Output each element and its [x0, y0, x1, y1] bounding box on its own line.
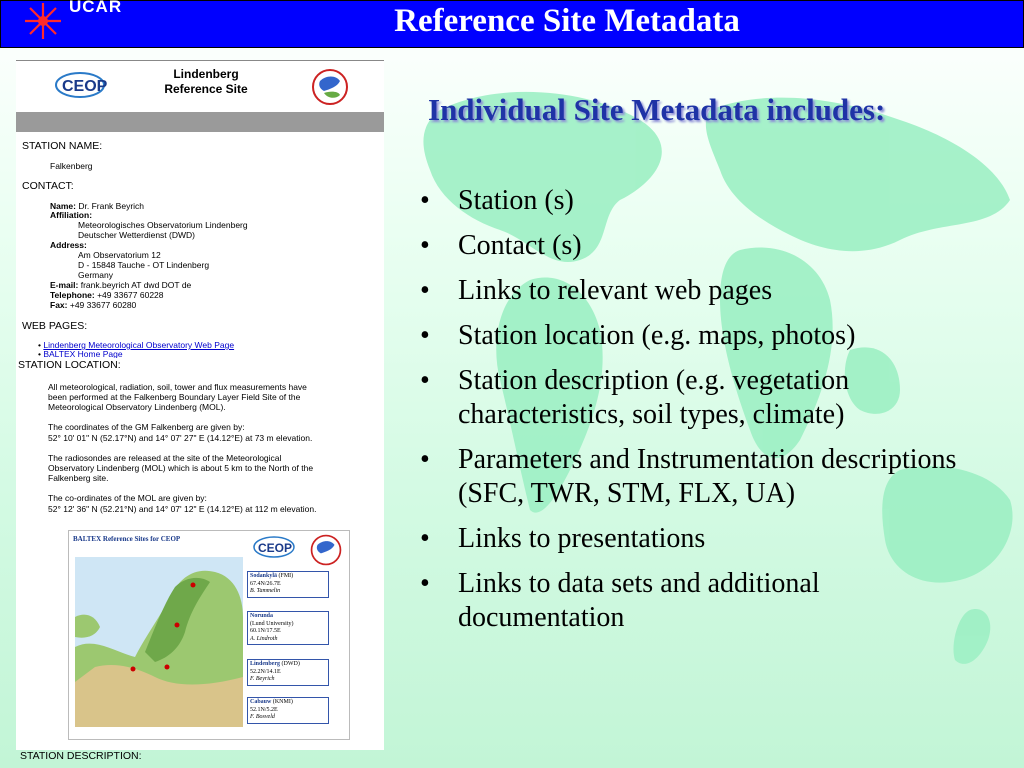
site-card-sodankyla: Sodankylä (FMI) 67.4N/26.7E B. Tammelin: [247, 571, 329, 598]
svg-text:CEOP: CEOP: [62, 78, 108, 95]
ceop-logo-icon: [251, 533, 297, 561]
baltex-globe-icon: [309, 533, 343, 567]
list-item: • Links to relevant web pages: [420, 275, 773, 306]
bullet-icon: •: [420, 365, 430, 396]
list-item: • Station location (e.g. maps, photos): [420, 320, 856, 351]
baltex-globe-icon: [310, 67, 350, 107]
europe-map-image: [75, 557, 243, 727]
site-metadata-screenshot: CEOP Lindenberg Reference Site STATION NAME: Falkenberg CONTACT: Name: Dr. Frank Beyrich Affiliation: Meteorologisches Observatorium Lindenberg Deutscher Wetterdienst (DWD) Address: Am Observatorium 12 D - 15848 Tauche - OT Lindenberg Germany E-mail: frank.beyrich AT dwd DOT de Telephone: +49 33677 60228 Fax: +49 33677 60280 WEB PAGES: • Lindenberg Meteorological Observatory Web Page • BALTEX Home Page STATION LOCATION: All meteorological, radiation, soil, tower and flux measurements have been performed at the Falkenberg Boundary Layer Field Site of the Meteorological Observatory Lindenberg (MOL). The coordinates of the GM Falkenberg are given by: 52° 10' 01" N (52.17°N) and 14° 07' 27" E (14.12°E) at 73 m elevation. The radiosondes are released at the site of the Meteorological Observatory Lindenberg (MOL) which is about 5 km to the North of the Falkenberg site. The co-ordinates of the MOL are given by: 52° 12' 36" N (52.21°N) and 14° 07' 12" E (14.12°E) at 112 m elevation. BALTEX Reference Sites for CEOP CEOP Sodankylä (FMI) 67.4N/26.7E B. Tammelin Norunda (Lund University) 60.1N/17.5E A. Lindroth Lindenberg (DWD) 52.2N/14.1E F. Beyrich Cabauw (KNMI) 52.1N/5.2E F. Bosveld: [16, 60, 384, 750]
contact-heading: CONTACT:: [22, 180, 74, 192]
baltex-sites-map: [68, 530, 350, 740]
list-item: • Links to data sets and additional documentation: [420, 568, 820, 633]
station-description-heading: STATION DESCRIPTION:: [20, 750, 142, 762]
bullet-icon: •: [420, 444, 430, 475]
bullet-icon: •: [420, 185, 430, 216]
bullet-icon: •: [420, 275, 430, 306]
map-title: BALTEX Reference Sites for CEOP: [73, 535, 181, 543]
bullet-icon: •: [420, 320, 430, 351]
svg-text:CEOP: CEOP: [258, 541, 293, 555]
bullet-icon: •: [420, 523, 430, 554]
slide-title: Reference Site Metadata: [394, 3, 740, 39]
ceop-logo-icon: [52, 67, 108, 103]
list-item: • Station (s): [420, 185, 574, 216]
bullet-icon: •: [420, 568, 430, 599]
observatory-web-link[interactable]: Lindenberg Meteorological Observatory Web Page: [43, 340, 235, 350]
site-title: Lindenberg Reference Site: [164, 67, 248, 96]
site-card-cabauw: Cabauw (KNMI) 52.1N/5.2E F. Bosveld: [247, 697, 329, 724]
list-item: • Links to presentations: [420, 523, 706, 554]
site-card-lindenberg: Lindenberg (DWD) 52.2N/14.1E F. Beyrich: [247, 659, 329, 686]
site-page-header: [16, 60, 384, 113]
baltex-home-link[interactable]: BALTEX Home Page: [43, 349, 123, 358]
bullet-icon: •: [420, 230, 430, 261]
station-name-value: Falkenberg: [50, 161, 93, 171]
list-item: • Contact (s): [420, 230, 582, 261]
list-item: • Parameters and Instrumentation descriptions (SFC, TWR, STM, FLX, UA): [420, 444, 957, 509]
site-nav-bar: [16, 112, 384, 132]
slide-header: [0, 0, 1024, 48]
web-pages-heading: WEB PAGES:: [22, 320, 88, 332]
site-card-norunda: Norunda (Lund University) 60.1N/17.5E A. Lindroth: [247, 611, 329, 645]
station-location-heading: STATION LOCATION:: [18, 359, 121, 371]
list-item: • Station description (e.g. vegetation characteristics, soil types, climate): [420, 365, 850, 430]
metadata-bullet-list: [420, 184, 990, 646]
station-name-heading: STATION NAME:: [22, 140, 103, 152]
subtitle: Individual Site Metadata includes:: [428, 92, 886, 127]
ucar-logo-text: UCAR: [69, 0, 123, 16]
